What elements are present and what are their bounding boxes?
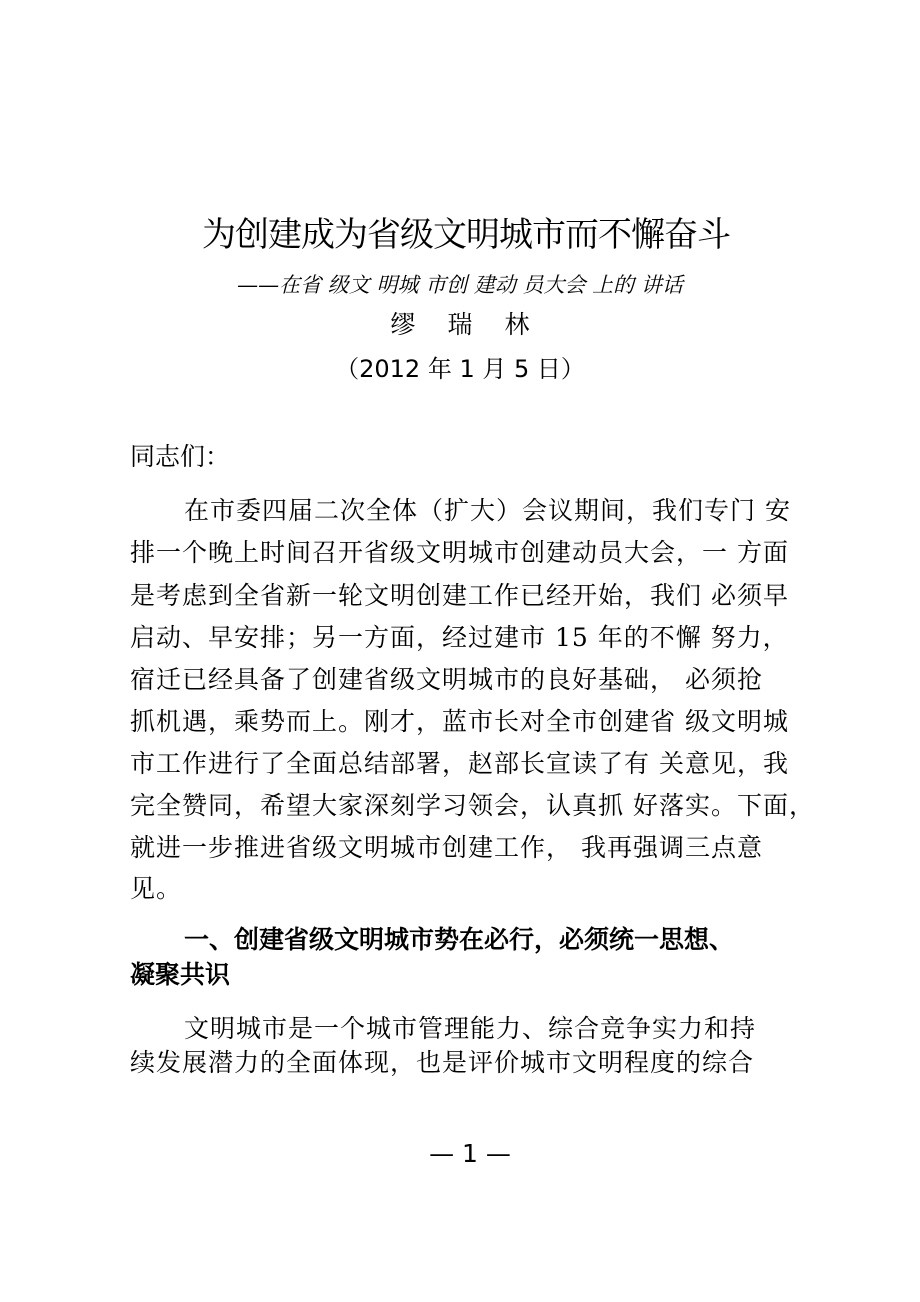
paragraph-line: 是考虑到全省新一轮文明创建工作已经开始，我们 必须早 [130,581,789,610]
document-subtitle: ——在省 级文 明城 市创 建动 员大会 上的 讲话 [237,273,683,297]
paragraph-line: 抓机遇，乘势而上。刚才，蓝市长对全市创建省 级文明城 [130,707,789,736]
salutation: 同志们： [130,442,231,471]
paragraph-line: 在市委四届二次全体（扩大）会议期间，我们专门 安 [184,496,791,525]
paragraph-line: 续发展潜力的全面体现，也是评价城市文明程度的综合 [130,1048,755,1077]
section-heading: 凝聚共识 [130,960,231,989]
paragraph-line: 见。 [130,874,183,903]
paragraph-line: 排一个晚上时间召开省级文明城市创建动员大会，一 方面 [130,538,789,567]
paragraph-line: 文明城市是一个城市管理能力、综合竞争实力和持 [184,1014,757,1043]
paragraph-line: 市工作进行了全面总结部署，赵部长宣读了有 关意见，我 [130,749,789,778]
page-number: — 1 — [429,1139,511,1168]
author-name: 缪 瑞 林 [390,310,542,339]
paragraph-line: 就进一步推进省级文明城市创建工作， 我再强调三点意 [130,833,763,862]
section-heading: 一、创建省级文明城市势在必行，必须统一思想、 [184,925,735,954]
document-title: 为创建成为省级文明城市而不懈奋斗 [202,215,730,255]
speech-date: （2012 年 1 月 5 日） [335,355,585,383]
paragraph-line: 宿迁已经具备了创建省级文明城市的良好基础， 必须抢 [130,665,763,694]
paragraph-line: 启动、早安排；另一方面，经过建市 15 年的不懈 努力， [130,623,789,652]
paragraph-line: 完全赞同，希望大家深刻学习领会，认真抓 好落实。下面， [130,791,815,820]
